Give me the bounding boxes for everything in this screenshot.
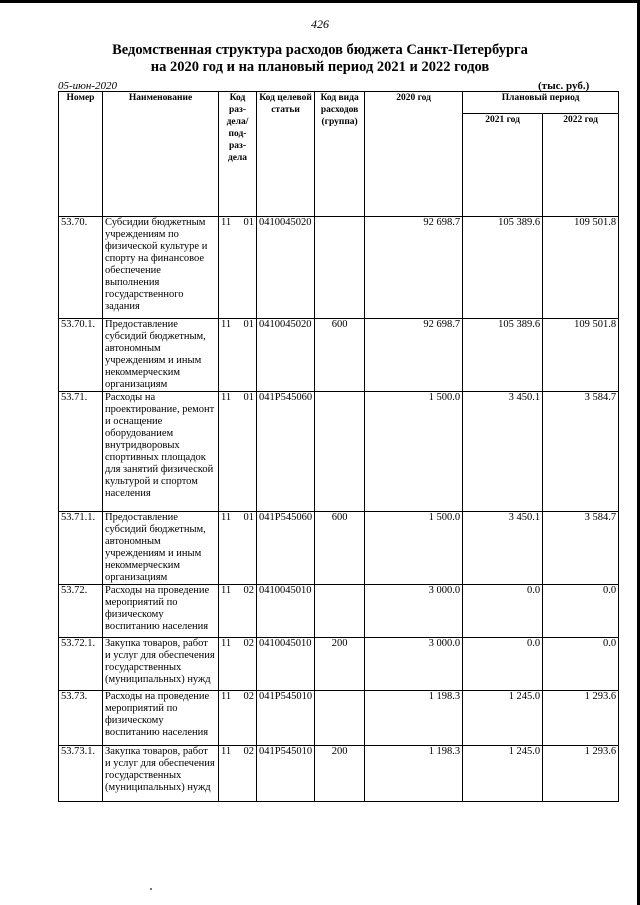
row-podrazdel: 02 <box>243 746 254 757</box>
row-value-2020: 3 000.0 <box>365 638 463 691</box>
row-name: Субсидии бюджетным учреждениям по физической культуре и спорту на финансовое обеспечение выполнения государственного задания <box>103 217 219 319</box>
row-value-2022: 1 293.6 <box>543 691 619 746</box>
row-name: Расходы на проведение мероприятий по физическому воспитанию населения <box>103 585 219 638</box>
row-number: 53.70.1. <box>59 319 103 392</box>
row-expense-type: 600 <box>315 512 365 585</box>
row-razdel: 11 <box>221 585 232 596</box>
row-value-2020: 1 198.3 <box>365 746 463 802</box>
row-expense-type <box>315 691 365 746</box>
header-planned-period: Плановый период <box>463 92 619 114</box>
row-number: 53.72. <box>59 585 103 638</box>
budget-table <box>58 91 619 802</box>
row-target-code: 0410045010 <box>257 585 315 638</box>
row-section-code <box>219 638 257 691</box>
row-name: Закупка товаров, работ и услуг для обеспечения государственных (муниципальных) нужд <box>103 746 219 802</box>
header-year-2021: 2021 год <box>463 114 543 217</box>
row-razdel: 11 <box>221 392 232 403</box>
row-name: Предоставление субсидий бюджетным, автономным учреждениям и иным некоммерческим организациям <box>103 319 219 392</box>
row-razdel: 11 <box>221 319 232 330</box>
row-value-2020: 1 198.3 <box>365 691 463 746</box>
row-target-code: 041P545010 <box>257 691 315 746</box>
row-number: 53.72.1. <box>59 638 103 691</box>
row-target-code: 041P545060 <box>257 392 315 512</box>
row-name: Предоставление субсидий бюджетным, автономным учреждениям и иным некоммерческим организациям <box>103 512 219 585</box>
table-row <box>59 319 619 392</box>
row-expense-type: 200 <box>315 746 365 802</box>
row-value-2020: 92 698.7 <box>365 217 463 319</box>
row-name: Расходы на проведение мероприятий по физическому воспитанию населения <box>103 691 219 746</box>
row-section-code <box>219 691 257 746</box>
header-year-2020: 2020 год <box>365 92 463 217</box>
row-value-2022: 109 501.8 <box>543 217 619 319</box>
row-section-code <box>219 217 257 319</box>
row-podrazdel: 02 <box>243 585 254 596</box>
row-number: 53.73. <box>59 691 103 746</box>
table-row <box>59 585 619 638</box>
row-target-code: 0410045020 <box>257 319 315 392</box>
table-row <box>59 638 619 691</box>
table-row <box>59 217 619 319</box>
document-date: 05-июн-2020 <box>58 80 118 92</box>
row-target-code: 0410045010 <box>257 638 315 691</box>
page-top-border <box>0 0 640 3</box>
header-section-code: Код раз- дела/ под- раз- дела <box>219 92 257 217</box>
row-value-2021: 3 450.1 <box>463 392 543 512</box>
row-section-code <box>219 585 257 638</box>
document-title <box>0 42 640 76</box>
row-name: Закупка товаров, работ и услуг для обеспечения государственных (муниципальных) нужд <box>103 638 219 691</box>
row-podrazdel: 01 <box>243 512 254 523</box>
row-section-code <box>219 746 257 802</box>
row-podrazdel: 01 <box>243 217 254 228</box>
row-value-2021: 1 245.0 <box>463 746 543 802</box>
scan-dot <box>150 888 152 890</box>
row-value-2022: 3 584.7 <box>543 392 619 512</box>
row-podrazdel: 02 <box>243 638 254 649</box>
row-value-2022: 0.0 <box>543 585 619 638</box>
title-line-2: на 2020 год и на плановый период 2021 и 2022 годов <box>150 59 490 75</box>
row-target-code: 0410045020 <box>257 217 315 319</box>
row-number: 53.71.1. <box>59 512 103 585</box>
row-razdel: 11 <box>221 217 232 228</box>
table-row <box>59 512 619 585</box>
row-value-2021: 0.0 <box>463 638 543 691</box>
row-value-2020: 92 698.7 <box>365 319 463 392</box>
row-value-2020: 1 500.0 <box>365 392 463 512</box>
row-podrazdel: 02 <box>243 691 254 702</box>
row-value-2022: 3 584.7 <box>543 512 619 585</box>
row-value-2020: 1 500.0 <box>365 512 463 585</box>
table-row <box>59 392 619 512</box>
row-podrazdel: 01 <box>243 319 254 330</box>
header-expense-type-code: Код вида расходов (группа) <box>315 92 365 217</box>
row-expense-type: 600 <box>315 319 365 392</box>
row-value-2022: 1 293.6 <box>543 746 619 802</box>
row-section-code <box>219 512 257 585</box>
table-row <box>59 746 619 802</box>
row-expense-type <box>315 217 365 319</box>
page-number: 426 <box>311 17 329 31</box>
row-number: 53.71. <box>59 392 103 512</box>
units-label: (тыс. руб.) <box>538 80 590 92</box>
row-value-2021: 1 245.0 <box>463 691 543 746</box>
row-razdel: 11 <box>221 512 232 523</box>
row-razdel: 11 <box>221 746 232 757</box>
row-value-2020: 3 000.0 <box>365 585 463 638</box>
row-expense-type <box>315 392 365 512</box>
row-section-code <box>219 392 257 512</box>
row-expense-type: 200 <box>315 638 365 691</box>
header-year-2022: 2022 год <box>543 114 619 217</box>
row-value-2021: 3 450.1 <box>463 512 543 585</box>
row-podrazdel: 01 <box>243 392 254 403</box>
row-expense-type <box>315 585 365 638</box>
row-value-2021: 0.0 <box>463 585 543 638</box>
row-target-code: 041P545010 <box>257 746 315 802</box>
row-razdel: 11 <box>221 691 232 702</box>
row-value-2021: 105 389.6 <box>463 319 543 392</box>
table-row <box>59 691 619 746</box>
row-number: 53.73.1. <box>59 746 103 802</box>
header-target-code: Код целевой статьи <box>257 92 315 217</box>
header-name: Наименование <box>103 92 219 217</box>
header-number: Номер <box>59 92 103 217</box>
row-section-code <box>219 319 257 392</box>
row-name: Расходы на проектирование, ремонт и оснащение оборудованием внутридворовых спортивных площадок для занятий физической культурой и спортом населения <box>103 392 219 512</box>
row-value-2022: 109 501.8 <box>543 319 619 392</box>
row-value-2021: 105 389.6 <box>463 217 543 319</box>
row-value-2022: 0.0 <box>543 638 619 691</box>
row-target-code: 041P545060 <box>257 512 315 585</box>
title-line-1: Ведомственная структура расходов бюджета Санкт-Петербурга <box>112 42 528 58</box>
row-number: 53.70. <box>59 217 103 319</box>
row-razdel: 11 <box>221 638 232 649</box>
